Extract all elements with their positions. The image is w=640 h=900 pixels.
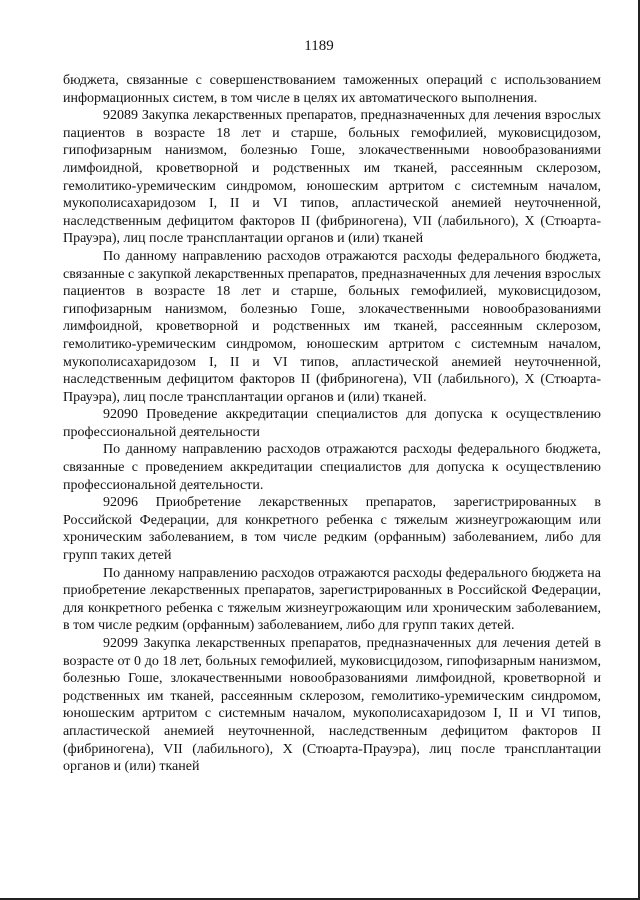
document-body: [63, 72, 601, 776]
paragraph-budget-continuation: бюджета, связанные с совершенствованием таможенных операций с использованием информационных систем, в том числе в целях их автоматического выполнения.: [63, 73, 601, 106]
paragraph-92090-description: По данному направлению расходов отражаются расходы федерального бюджета, связанные с проведением аккредитации специалистов для допуска к осуществлению профессиональной деятельности.: [63, 442, 601, 493]
paragraph-92089-description: По данному направлению расходов отражаются расходы федерального бюджета, связанные с закупкой лекарственных препаратов, предназначенных для лечения взрослых пациентов в возрасте 18 лет и старше, больных гемофилией, муковисцидозом, гипофизарным нанизмом, болезнью Гоше, злокачественными новообразованиями лимфоидной, кроветворной и родственных им тканей, рассеянным склерозом, гемолитико-уремическим синдромом, юношеским артритом с системным началом, мукополисахаридозом I, II и VI типов, апластической анемией неуточненной, наследственным дефицитом факторов II (фибриногена), VII (лабильного), X (Стюарта-Прауэра), лиц после трансплантации органов и (или) тканей.: [63, 248, 601, 405]
paragraph-92096-heading: 92096 Приобретение лекарственных препаратов, зарегистрированных в Российской Федерации, для конкретного ребенка с тяжелым жизнеугрожающим или хроническим заболеванием, в том числе редким (орфанным) заболеванием, либо для групп таких детей: [63, 495, 601, 564]
paragraph-92099-heading: 92099 Закупка лекарственных препаратов, предназначенных для лечения детей в возрасте от 0 до 18 лет, больных гемофилией, муковисцидозом, гипофизарным нанизмом, болезнью Гоше, злокачественными новообразованиями лимфоидной, кроветворной и родственных им тканей, рассеянным склерозом, гемолитико-уремическим синдромом, юношеским артритом с системным началом, мукополисахаридозом I, II и VI типов, апластической анемией неуточненной, наследственным дефицитом факторов II (фибриногена), VII (лабильного), X (Стюарта-Прауэра), лиц после трансплантации органов и (или) тканей: [63, 636, 601, 775]
paragraph-92096-description: По данному направлению расходов отражаются расходы федерального бюджета на приобретение лекарственных препаратов, зарегистрированных в Российской Федерации, для конкретного ребенка с тяжелым жизнеугрожающим или хроническим заболеванием, в том числе редким (орфанным) заболеванием, либо для групп таких детей.: [63, 565, 601, 634]
paragraph-92090-heading: 92090 Проведение аккредитации специалистов для допуска к осуществлению профессиональной деятельности: [63, 407, 601, 440]
paragraph-92089-heading: 92089 Закупка лекарственных препаратов, предназначенных для лечения взрослых пациентов в возрасте 18 лет и старше, больных гемофилией, муковисцидозом, гипофизарным нанизмом, болезнью Гоше, злокачественными новообразованиями лимфоидной, кроветворной и родственных им тканей, рассеянным склерозом, гемолитико-уремическим синдромом, юношеским артритом с системным началом, мукополисахаридозом I, II и VI типов, апластической анемией неуточненной, наследственным дефицитом факторов II (фибриногена), VII (лабильного), X (Стюарта-Прауэра), лиц после трансплантации органов и (или) тканей: [63, 108, 601, 247]
page-number: 1189: [304, 38, 334, 54]
